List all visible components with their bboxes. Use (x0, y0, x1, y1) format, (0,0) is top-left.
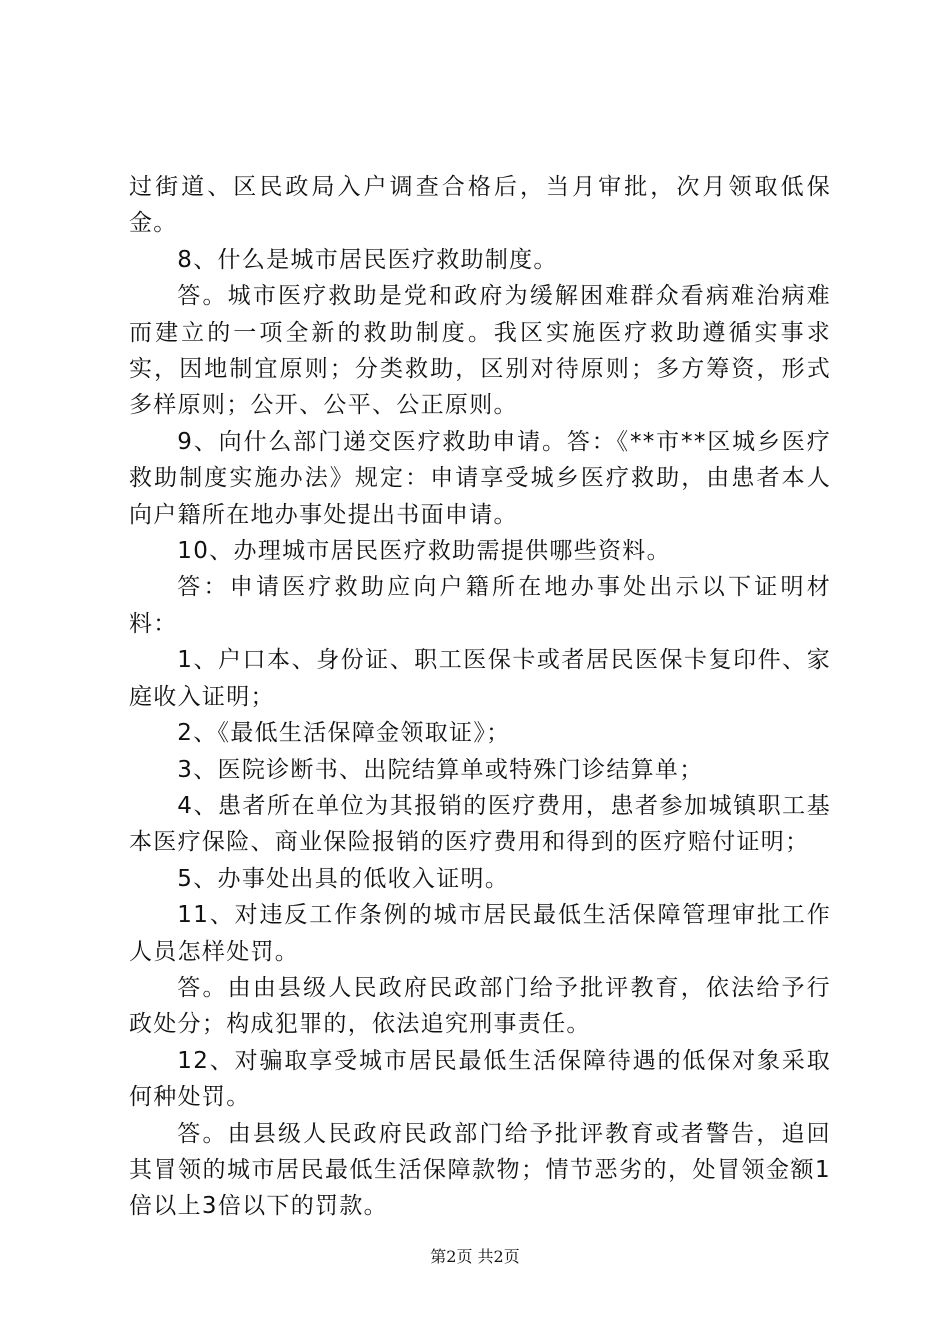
paragraph-10: 4、患者所在单位为其报销的医疗费用，患者参加城镇职工基本医疗保险、商业保险报销的医疗费用和得到的医疗赔付证明； (129, 792, 831, 856)
paragraph-15: 答。由县级人民政府民政部门给予批评教育或者警告，追回其冒领的城市居民最低生活保障款物；情节恶劣的，处冒领金额1倍以上3倍以下的罚款。 (129, 1120, 831, 1220)
paragraph-5: 10、办理城市居民医疗救助需提供哪些资料。 (177, 538, 671, 565)
paragraph-13: 答。由由县级人民政府民政部门给予批评教育，依法给予行政处分；构成犯罪的，依法追究刑事责任。 (129, 974, 831, 1038)
page-footer: 第2页 共2页 (430, 1247, 520, 1266)
paragraph-6: 答：申请医疗救助应向户籍所在地办事处出示以下证明材料： (129, 574, 831, 637)
paragraph-11: 5、办事处出具的低收入证明。 (177, 865, 510, 892)
paragraph-14: 12、对骗取享受城市居民最低生活保障待遇的低保对象采取何种处罚。 (129, 1047, 831, 1111)
paragraph-4: 9、向什么部门递交医疗救助申请。答：《**市**区城乡医疗救助制度实施办法》规定：申请享受城乡医疗救助，由患者本人向户籍所在地办事处提出书面申请。 (129, 428, 831, 528)
paragraph-9: 3、医院诊断书、出院结算单或特殊门诊结算单； (177, 756, 704, 783)
document-body (129, 169, 831, 1225)
paragraph-7: 1、户口本、身份证、职工医保卡或者居民医保卡复印件、家庭收入证明； (129, 647, 831, 710)
paragraph-8: 2、《最低生活保障金领取证》； (177, 720, 511, 747)
paragraph-2: 8、什么是城市居民医疗救助制度。 (177, 246, 558, 273)
paragraph-1: 过街道、区民政局入户调查合格后，当月审批，次月领取低保金。 (129, 174, 831, 237)
paragraph-3: 答。城市医疗救助是党和政府为缓解困难群众看病难治病难而建立的一项全新的救助制度。我区实施医疗救助遵循实事求实，因地制宜原则；分类救助，区别对待原则；多方筹资，形式多样原则；公开、公平、公正原则。 (129, 283, 831, 419)
paragraph-12: 11、对违反工作条例的城市居民最低生活保障管理审批工作人员怎样处罚。 (129, 902, 831, 965)
